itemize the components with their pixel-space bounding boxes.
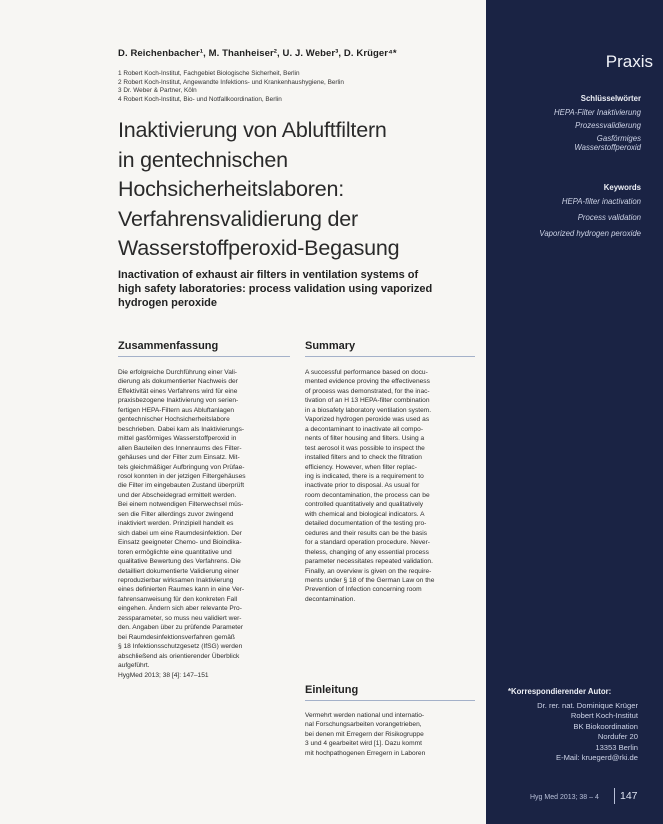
text-line: qualitative Bewertung des Verfahrens. Die	[118, 558, 241, 566]
text-line: und der Abscheidegrad ermittelt werden.	[118, 491, 237, 499]
text-line: room decontamination, the process can be	[305, 491, 430, 499]
text-line: allen Bauteilen des Innenraums des Filter-	[118, 444, 242, 452]
text-line: beschrieben. Dabei kam als Inaktivierungs-	[118, 425, 245, 433]
sidebar	[486, 0, 663, 824]
text-line: reproduzierbar wirksamen Inaktivierung	[118, 576, 234, 584]
text-line: eines definierten Raumes kann in eine Ver-	[118, 586, 245, 594]
title-line: Verfahrensvalidierung der	[118, 206, 359, 231]
schluesselwoerter-heading: Schlüsselwörter	[580, 94, 641, 103]
text-line: with chemical and biological indicators. A	[305, 510, 425, 518]
text-line: A successful performance based on docu-	[305, 369, 428, 376]
text-line: ments under § 18 of the German Law on the	[305, 576, 435, 584]
contact-line: 13353 Berlin	[595, 742, 638, 752]
text-line: detailed documentation of the testing pro-	[305, 520, 427, 528]
contact-line: Robert Koch-Institut	[570, 711, 638, 721]
subtitle-line: hydrogen peroxide	[118, 297, 218, 309]
text-line: efficiency. However, when filter replac-	[305, 463, 417, 471]
keyword-de: Wasserstoffperoxid	[574, 143, 641, 153]
text-line: Effektivität eines Verfahrens wird für eine	[118, 387, 238, 395]
page-number: 147	[620, 790, 638, 802]
title-line: Hochsicherheitslaboren:	[118, 177, 345, 201]
text-line: fahrensanweisung für den konkreten Fall	[118, 595, 238, 603]
text-line: of process was demonstrated, for the inac-	[305, 387, 430, 395]
text-line: nal Forschungsarbeiten vorangetrieben,	[305, 721, 422, 729]
keyword-de: Prozessvalidierung	[575, 120, 641, 130]
title-line: Wasserstoffperoxid-Begasung	[118, 236, 400, 260]
text-line: Vaporized hydrogen peroxide was used as	[305, 416, 430, 424]
keyword-en: HEPA-filter inactivation	[561, 197, 641, 206]
english-title	[118, 268, 486, 310]
affiliation: 4 Robert Koch-Institut, Bio- und Notfallkoordination, Berlin	[118, 95, 282, 103]
article-title	[118, 116, 486, 264]
keyword-de: Gasförmiges	[596, 133, 641, 143]
text-line: Die erfolgreiche Durchführung einer Vali-	[118, 369, 237, 376]
text-line: inactivate prior to disposal. As usual for	[305, 482, 420, 490]
text-line: dierung als dokumentierter Nachweis der	[118, 378, 238, 386]
text-line: 3 und 4 gearbeitet wird [1]. Dazu kommt	[305, 740, 422, 748]
keywords-heading: Keywords	[603, 183, 641, 192]
text-line: § 18 Infektionsschutzgesetz (IfSG) werden	[118, 643, 243, 651]
journal-reference: Hyg Med 2013; 38 – 4	[530, 794, 599, 801]
text-line: Einsatz geeigneter Chemo- und Bioindika-	[118, 539, 242, 547]
contact-heading: *Korrespondierender Autor:	[508, 687, 612, 696]
text-line: a decontaminant to inactivate all compo-	[305, 425, 424, 433]
keywords-list	[539, 197, 641, 238]
text-line: Bei einem notwendigen Filterwechsel müs-	[118, 501, 244, 509]
text-line: Vermehrt werden national und internatio-	[305, 712, 425, 719]
text-line: bei denen mit Erregern der Risikogruppe	[305, 730, 424, 738]
einleitung-body	[305, 711, 477, 758]
text-line: mented evidence proving the effectiveness	[305, 378, 430, 386]
text-line: decontamination.	[305, 595, 356, 603]
contact-line: Nordufer 20	[597, 732, 638, 742]
contact-line: BK Biokoordination	[573, 721, 638, 731]
text-line: gehäuses und der Filter zum Einsatz. Mit-	[118, 454, 240, 462]
text-line: installed filters and to check the filtration	[305, 454, 422, 462]
section-label: Praxis	[605, 52, 653, 71]
text-line: Finally, an overview is given on the require-	[305, 567, 432, 575]
title-line: Inaktivierung von Abluftfiltern	[118, 118, 387, 142]
contact-email: E-Mail: kruegerd@rki.de	[556, 753, 638, 763]
text-line: die Filter im eingebauten Zustand überprüft	[118, 482, 245, 490]
text-line: test aerosol it was possible to inspect the	[305, 444, 425, 452]
text-line: nents of filter housing and filters. Using a	[305, 435, 425, 443]
text-line: fertigen HEPA-Filtern aus Abluftanlagen	[118, 406, 235, 414]
author-list: D. Reichenbacher¹, M. Thanheiser², U. J. Weber³, D. Krüger⁴*	[118, 48, 397, 59]
text-line: praxisbezogene Inaktivierung von serien-	[118, 397, 239, 405]
text-line: tels gleichmäßiger Aufbringung von Prüfae-	[118, 463, 245, 471]
zusammenfassung-heading: Zusammenfassung	[118, 340, 290, 357]
affiliation: 3 Dr. Weber & Partner, Köln	[118, 87, 197, 95]
text-line: inaktiviert werden. Prinzipiell handelt es	[118, 520, 234, 528]
text-line: mit hochpathogenen Erregern in Laboren	[305, 749, 426, 757]
text-line: theless, changing of any essential process	[305, 548, 429, 556]
text-line: Prevention of Infection concerning room	[305, 586, 422, 594]
text-line: eingehen. Ändern sich aber relevante Pro-	[118, 605, 242, 613]
text-line: for a standard operation procedure. Never-	[305, 539, 430, 547]
zusammenfassung-body	[118, 368, 292, 680]
einleitung-heading: Einleitung	[305, 684, 475, 701]
text-line: zessparameter, so muss neu validiert wer-	[118, 614, 242, 622]
text-line: rosol konnten in der jetzigen Filtergehäuses	[118, 472, 246, 480]
text-line: controlled quantitatively and qualitatively	[305, 501, 424, 509]
text-line: sich dabei um eine Raumdesinfektion. Der	[118, 529, 242, 537]
text-line: aufgeführt.	[118, 662, 150, 670]
text-line: HygMed 2013; 38 [4]: 147–151	[118, 671, 209, 679]
text-line: den. Angaben über zu prüfende Parameter	[118, 624, 244, 632]
text-line: detailliert dokumentierte Validierung einer	[118, 567, 239, 575]
text-line: toren ermöglichte eine quantitative und	[118, 548, 232, 556]
affiliations	[118, 70, 486, 104]
subtitle-line: high safety laboratories: process validation using vaporized	[118, 283, 433, 295]
subtitle-line: Inactivation of exhaust air filters in ventilation systems of	[118, 269, 419, 281]
text-line: parameter necessitates repeated validation.	[305, 558, 433, 566]
keyword-en: Vaporized hydrogen peroxide	[539, 228, 641, 238]
title-line: in gentechnischen	[118, 147, 288, 172]
affiliation: 1 Robert Koch-Institut, Fachgebiet Biologische Sicherheit, Berlin	[118, 70, 300, 77]
text-line: sen die Filter allerdings zuvor zwingend	[118, 510, 234, 518]
summary-body	[305, 368, 477, 604]
keyword-de: HEPA-Filter Inaktivierung	[554, 108, 641, 117]
contact-block	[510, 701, 638, 763]
text-line: in a biosafety laboratory ventilation system.	[305, 406, 432, 414]
schluesselwoerter-list	[554, 108, 641, 153]
affiliation: 2 Robert Koch-Institut, Angewandte Infektions- und Krankenhaushygiene, Berlin	[118, 78, 344, 86]
summary-heading: Summary	[305, 340, 475, 357]
text-line: cedures and their results can be the basis	[305, 529, 428, 537]
text-line: abschließend als orientierender Überblick	[118, 652, 240, 660]
keyword-en: Process validation	[577, 212, 641, 222]
divider	[614, 788, 615, 804]
text-line: tivation of an H 13 HEPA-filter combination	[305, 397, 430, 405]
text-line: gentechnischer Hochsicherheitslabore	[118, 416, 230, 424]
text-line: mittel gasförmiges Wasserstoffperoxid in	[118, 435, 237, 443]
text-line: bei Raumdesinfektionsverfahren gemäß	[118, 633, 235, 641]
contact-line: Dr. rer. nat. Dominique Krüger	[537, 701, 638, 710]
text-line: ing is indicated, there is a requirement to	[305, 472, 424, 480]
